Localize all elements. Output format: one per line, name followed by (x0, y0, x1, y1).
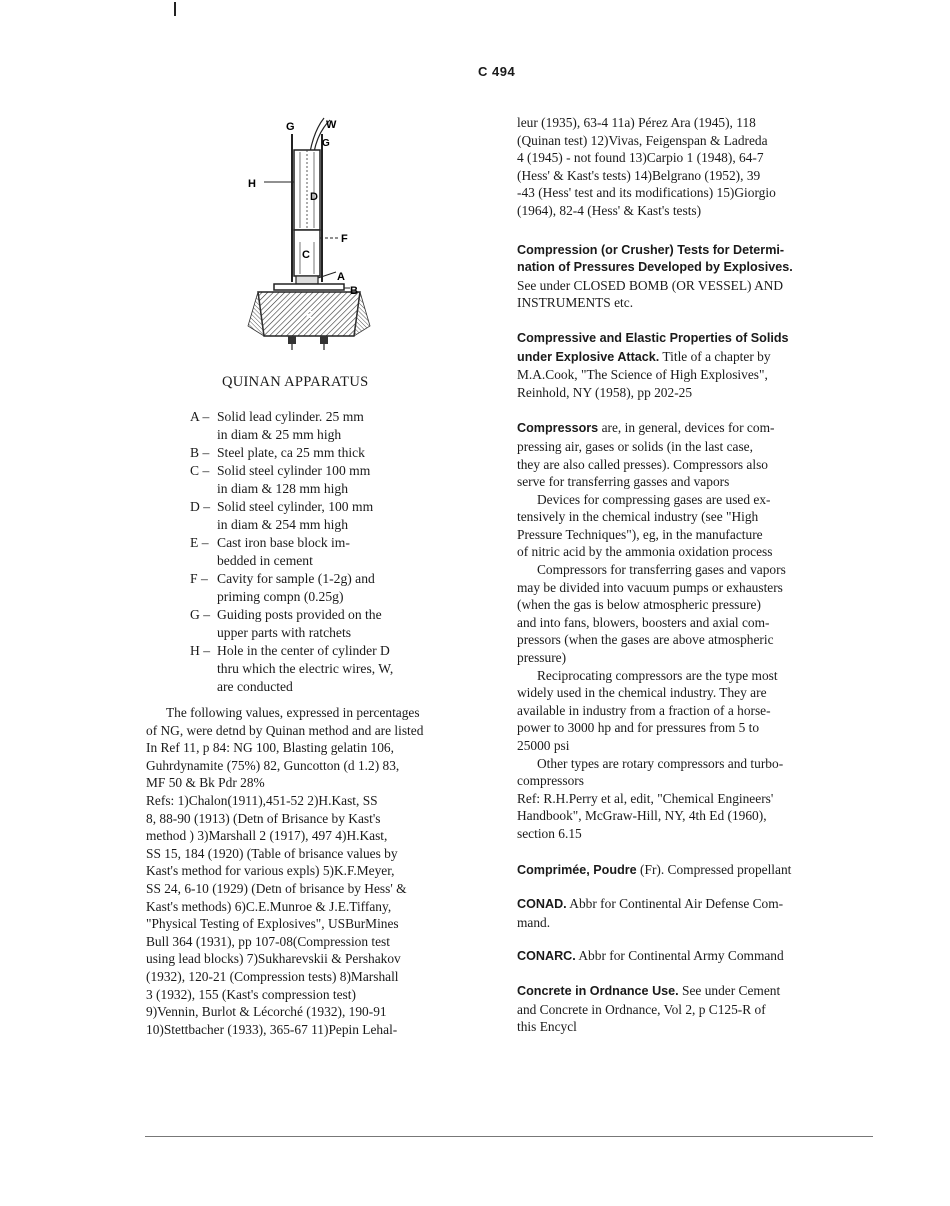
entry-body: pressure) (517, 650, 567, 666)
legend-key: A – (190, 409, 210, 424)
legend-item-h (190, 642, 510, 696)
text-line: In Ref 11, p 84: NG 100, Blasting gelatin 106, (146, 740, 394, 756)
entry-title: Compression (or Crusher) Tests for Determi- (517, 242, 785, 257)
legend-text: in diam & 25 mm high (217, 427, 342, 442)
refs-line: 9)Vennin, Burlot & Lécorché (1932), 190-91 (146, 1004, 387, 1020)
page-number: C 494 (478, 64, 516, 79)
quinan-apparatus-figure (244, 112, 374, 362)
entry-body: tensively in the chemical industry (see "High (517, 509, 759, 525)
entry-body: and Concrete in Ordnance, Vol 2, p C125-R of (517, 1001, 766, 1017)
entry-conad (517, 895, 855, 931)
entry-body: available in industry from a fraction of a horse- (517, 702, 771, 718)
legend-text: in diam & 128 mm high (217, 481, 349, 496)
legend-text: bedded in cement (217, 553, 313, 568)
entry-ref: section 6.15 (517, 825, 582, 841)
legend-item-b (190, 444, 510, 462)
figure-label-g2: G (322, 138, 330, 149)
margin-mark (174, 2, 176, 16)
refs-line: (Hess' & Kast's tests) 14)Belgrano (1952), 39 (517, 167, 761, 183)
legend-text: are conducted (217, 679, 293, 694)
entry-ref: Handbook", McGraw-Hill, NY, 4th Ed (1960), (517, 808, 767, 824)
figure-label-c: C (302, 249, 310, 261)
entry-body: may be divided into vacuum pumps or exhausters (517, 579, 783, 595)
figure-label-d: D (310, 191, 318, 203)
legend-key: D – (190, 499, 211, 514)
entry-body: Compressors for transferring gases and vapors (537, 562, 786, 578)
entry-body: pressors (when the gases are above atmospheric (517, 632, 774, 648)
legend-text: upper parts with ratchets (217, 625, 352, 640)
entry-body: compressors (517, 773, 584, 789)
entry-comprimee (517, 861, 855, 880)
entry-body: are, in general, devices for com- (601, 420, 775, 436)
entry-body: Abbr for Continental Army Command (578, 948, 784, 964)
entry-body: of nitric acid by the ammonia oxidation process (517, 544, 773, 560)
refs-line: Kast's method for various expls) 5)K.F.Meyer, (146, 863, 395, 879)
legend-text: in diam & 254 mm high (217, 517, 349, 532)
entry-body: 25000 psi (517, 738, 570, 753)
entry-body: Devices for compressing gases are used ex- (537, 491, 771, 507)
footer-rule (145, 1136, 873, 1137)
legend-text: priming compn (0.25g) (217, 589, 344, 604)
entry-body: pressing air, gases or solids (in the last case, (517, 438, 753, 454)
entry-title: nation of Pressures Developed by Explosives. (517, 260, 793, 275)
legend-text: thru which the electric wires, W, (217, 661, 394, 676)
refs-line: using lead blocks) 7)Sukharevskii & Pershakov (146, 951, 401, 967)
refs-line: leur (1935), 63-4 11a) Pérez Ara (1945), 118 (517, 115, 756, 130)
entry-body: Other types are rotary compressors and turbo- (537, 755, 784, 771)
entry-title: Comprimée, Poudre (517, 862, 637, 877)
legend-key: E – (190, 535, 209, 550)
figure-label-f: F (341, 233, 348, 245)
refs-line: 10)Stettbacher (1933), 365-67 11)Pepin Lehal- (146, 1021, 398, 1037)
legend-item-e (190, 534, 510, 570)
entry-compressive-properties (517, 330, 855, 401)
entry-title: CONARC. (517, 949, 576, 964)
entry-compression-tests (517, 242, 855, 312)
legend-text: Cast iron base block im- (217, 535, 350, 550)
entry-title: Compressors (517, 421, 599, 436)
legend-item-f (190, 570, 510, 606)
entry-title: under Explosive Attack. (517, 349, 660, 364)
entry-body: serve for transferring gasses and vapors (517, 474, 730, 490)
text-line: Guhrdynamite (75%) 82, Guncotton (d 1.2) 83, (146, 757, 400, 773)
entry-body: mand. (517, 914, 551, 930)
text-line: MF 50 & Bk Pdr 28% (146, 775, 265, 791)
entry-conarc (517, 947, 855, 966)
entry-title: Compressive and Elastic Properties of Solids (517, 330, 789, 345)
legend-text: Solid lead cylinder. 25 mm (217, 409, 364, 424)
text-line: The following values, expressed in percentages (166, 705, 420, 720)
entry-title: Concrete in Ordnance Use. (517, 983, 679, 998)
entry-body: See under Cement (682, 982, 781, 998)
legend-text: Solid steel cylinder 100 mm (217, 463, 371, 478)
entry-compressors (517, 419, 855, 842)
legend-item-g (190, 606, 510, 642)
entry-body: (Fr). Compressed propellant (640, 861, 792, 877)
legend-text: Guiding posts provided on the (217, 607, 382, 622)
entry-body: and into fans, blowers, boosters and axial com- (517, 614, 770, 630)
refs-line: SS 15, 184 (1920) (Table of brisance values by (146, 845, 398, 861)
figure-label-h: H (248, 178, 256, 190)
entry-body: Reinhold, NY (1958), pp 202-25 (517, 384, 693, 400)
refs-line: (1964), 82-4 (Hess' & Kast's tests) (517, 202, 702, 218)
legend-item-c (190, 462, 510, 498)
refs-line: Kast's methods) 6)C.E.Munroe & J.E.Tiffany, (146, 898, 392, 914)
refs-line: Refs: 1)Chalon(1911),451-52 2)H.Kast, SS (146, 792, 378, 808)
entry-body: Reciprocating compressors are the type most (537, 667, 778, 683)
refs-line: 4 (1945) - not found 13)Carpio 1 (1948), 64-7 (517, 150, 764, 166)
figure-label-e: E (306, 310, 313, 321)
entry-body: this Encycl (517, 1019, 577, 1035)
entry-body: Title of a chapter by (662, 348, 771, 364)
legend-text: Steel plate, ca 25 mm thick (217, 445, 365, 460)
entry-concrete (517, 982, 855, 1036)
legend-key: C – (190, 463, 210, 478)
legend-item-d (190, 498, 510, 534)
figure-label-g: G (286, 121, 295, 133)
figure-label-b: B (350, 285, 358, 297)
legend-item-a (190, 408, 510, 444)
entry-body: M.A.Cook, "The Science of High Explosives", (517, 367, 768, 383)
entry-title: CONAD. (517, 897, 567, 912)
refs-line: SS 24, 6-10 (1929) (Detn of brisance by Hess' & (146, 880, 407, 896)
refs-line: Bull 364 (1931), pp 107-08(Compression test (146, 933, 390, 949)
legend-key: F – (190, 571, 208, 586)
left-column (146, 704, 492, 1038)
refs-line: (1932), 120-21 (Compression tests) 8)Marshall (146, 968, 399, 984)
entry-body: power to 3000 hp and for pressures from 5 to (517, 720, 760, 736)
entry-body: See under CLOSED BOMB (OR VESSEL) AND (517, 277, 784, 293)
figure-label-a: A (337, 271, 345, 283)
legend-text: Cavity for sample (1-2g) and (217, 571, 375, 586)
entry-body: widely used in the chemical industry. They are (517, 685, 767, 701)
right-column (517, 114, 855, 1036)
entry-body: (when the gas is below atmospheric pressure) (517, 597, 761, 613)
refs-continued (517, 114, 855, 220)
refs-line: 3 (1932), 155 (Kast's compression test) (146, 986, 356, 1002)
refs-line: -43 (Hess' test and its modifications) 15)Giorgio (517, 185, 776, 201)
text-line: of NG, were detnd by Quinan method and are listed (146, 722, 424, 738)
refs-line: "Physical Testing of Explosives", USBurMines (146, 916, 399, 932)
entry-body: Pressure Techniques"), eg, in the manufacture (517, 526, 763, 542)
refs-line: 8, 88-90 (1913) (Detn of Brisance by Kast's (146, 810, 381, 826)
legend-text: Solid steel cylinder, 100 mm (217, 499, 374, 514)
legend-text: Hole in the center of cylinder D (217, 643, 390, 658)
figure-legend (190, 408, 510, 696)
figure-caption: QUINAN APPARATUS (222, 374, 369, 390)
legend-key: B – (190, 445, 210, 460)
legend-key: H – (190, 643, 211, 658)
entry-body: Abbr for Continental Air Defense Com- (569, 896, 784, 912)
entry-body: they are also called presses). Compressors also (517, 456, 769, 472)
refs-line: (Quinan test) 12)Vivas, Feigenspan & Ladreda (517, 132, 768, 148)
entry-ref: Ref: R.H.Perry et al, edit, "Chemical Engineers' (517, 790, 774, 806)
refs-line: method ) 3)Marshall 2 (1917), 497 4)H.Kast, (146, 828, 388, 844)
figure-label-w: W (326, 119, 337, 131)
legend-key: G – (190, 607, 211, 622)
entry-body: INSTRUMENTS etc. (517, 295, 634, 311)
